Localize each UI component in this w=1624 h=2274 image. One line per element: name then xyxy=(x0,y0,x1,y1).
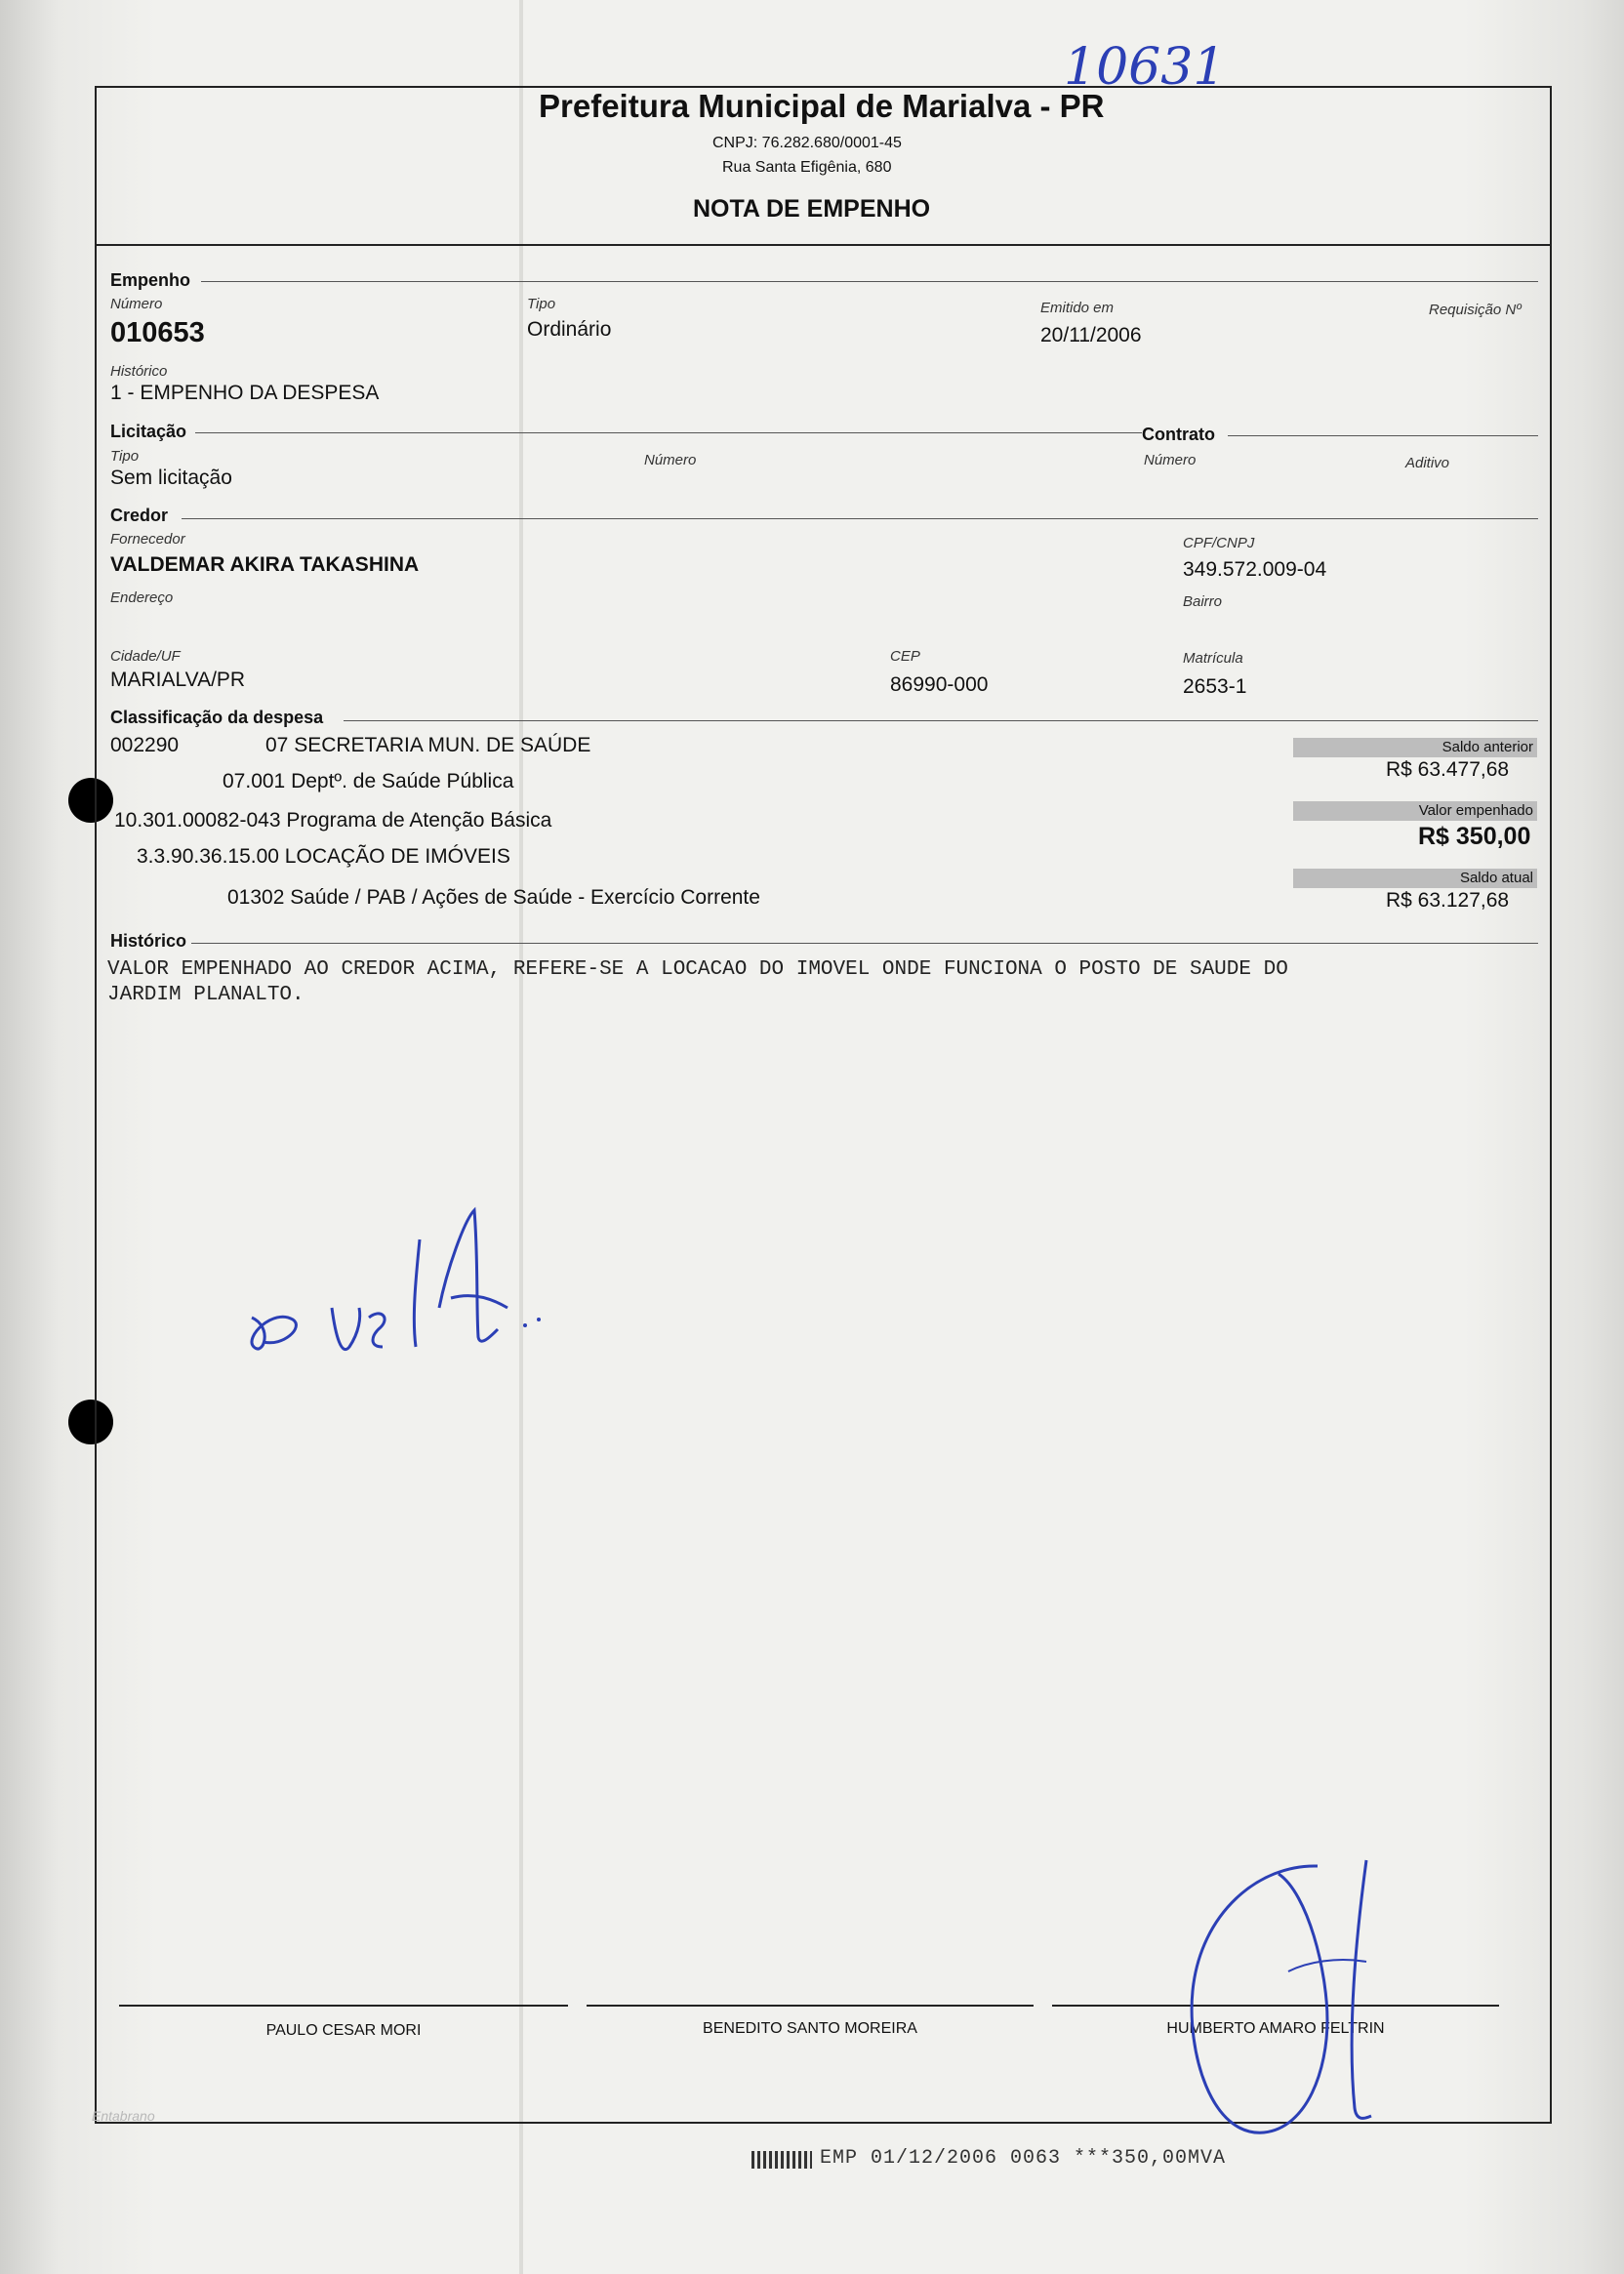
label-historico-empenho: Histórico xyxy=(110,363,168,380)
section-empenho: Empenho xyxy=(110,270,191,290)
faint-footer-label: Entabrano xyxy=(92,2108,155,2124)
handwritten-initials xyxy=(234,1200,586,1376)
section-line xyxy=(201,281,1538,282)
valor-empenhado-label: Valor empenhado xyxy=(1293,801,1537,821)
label-endereco: Endereço xyxy=(110,589,174,606)
classificacao-line: 07.001 Deptº. de Saúde Pública xyxy=(223,770,514,792)
label-contrato-numero: Número xyxy=(1144,452,1197,468)
matricula-value: 2653-1 xyxy=(1183,675,1247,698)
empenho-number: 010653 xyxy=(110,317,205,348)
saldo-atual-label: Saldo atual xyxy=(1293,869,1537,888)
footer-stamp-text: EMP 01/12/2006 0063 ***350,00MVA xyxy=(820,2147,1227,2170)
historico-text-line: JARDIM PLANALTO. xyxy=(107,984,304,1006)
classificacao-line: 10.301.00082-043 Programa de Atenção Básica xyxy=(114,809,552,832)
saldo-anterior-value: R$ 63.477,68 xyxy=(1386,758,1510,781)
label-tipo: Tipo xyxy=(527,296,556,312)
barcode-icon xyxy=(751,2151,812,2169)
label-bairro: Bairro xyxy=(1183,593,1223,610)
saldo-atual-value: R$ 63.127,68 xyxy=(1386,889,1510,912)
signatory-name-2: BENEDITO SANTO MOREIRA xyxy=(703,2020,917,2037)
cidade-value: MARIALVA/PR xyxy=(110,669,246,691)
label-numero: Número xyxy=(110,296,163,312)
signatory-name-1: PAULO CESAR MORI xyxy=(265,2022,422,2039)
section-line xyxy=(191,943,1538,944)
label-cidade: Cidade/UF xyxy=(110,648,181,665)
section-line xyxy=(182,518,1538,519)
signature-line-2 xyxy=(587,2005,1034,2007)
historico-text-line: VALOR EMPENHADO AO CREDOR ACIMA, REFERE-SE A LOCACAO DO IMOVEL ONDE FUNCIONA O POSTO DE SAUDE DO xyxy=(107,958,1288,981)
municipality-title: Prefeitura Municipal de Marialva - PR xyxy=(539,88,1105,124)
classificacao-line: 3.3.90.36.15.00 LOCAÇÃO DE IMÓVEIS xyxy=(137,845,510,868)
section-contrato: Contrato xyxy=(1142,425,1215,444)
address-text: Rua Santa Efigênia, 680 xyxy=(722,159,892,176)
label-cep: CEP xyxy=(890,648,920,665)
label-requisicao: Requisição Nº xyxy=(1429,302,1522,318)
section-credor: Credor xyxy=(110,506,169,525)
handwritten-signature xyxy=(1171,1854,1425,2147)
emitido-date: 20/11/2006 xyxy=(1040,324,1142,346)
cpf-value: 349.572.009-04 xyxy=(1183,558,1327,581)
section-licitacao: Licitação xyxy=(110,422,187,441)
section-line xyxy=(344,720,1538,721)
cep-value: 86990-000 xyxy=(890,673,989,696)
label-emitido: Emitido em xyxy=(1040,300,1115,316)
document-title: NOTA DE EMPENHO xyxy=(693,195,931,223)
fornecedor-name: VALDEMAR AKIRA TAKASHINA xyxy=(110,553,420,576)
label-licitacao-tipo: Tipo xyxy=(110,448,140,465)
section-classificacao: Classificação da despesa xyxy=(110,708,324,727)
label-matricula: Matrícula xyxy=(1183,650,1243,667)
empenho-tipo: Ordinário xyxy=(527,318,612,341)
svg-text:10631: 10631 xyxy=(1064,38,1226,96)
cnpj-text: CNPJ: 76.282.680/0001-45 xyxy=(712,135,902,151)
section-line xyxy=(1228,435,1538,436)
classificacao-line: 07 SECRETARIA MUN. DE SAÚDE xyxy=(265,734,591,756)
header-divider xyxy=(95,244,1552,246)
signature-line-1 xyxy=(119,2005,568,2007)
section-historico: Histórico xyxy=(110,931,187,951)
signatory-name-3: HUMBERTO AMARO FELTRIN xyxy=(1166,2020,1385,2037)
label-cpf: CPF/CNPJ xyxy=(1183,535,1255,551)
valor-empenhado-value: R$ 350,00 xyxy=(1418,823,1531,850)
section-line xyxy=(195,432,1142,433)
historico-empenho: 1 - EMPENHO DA DESPESA xyxy=(110,382,380,404)
label-contrato-aditivo: Aditivo xyxy=(1405,455,1450,471)
classificacao-code: 002290 xyxy=(110,734,180,756)
classificacao-line: 01302 Saúde / PAB / Ações de Saúde - Exercício Corrente xyxy=(227,886,760,909)
licitacao-tipo: Sem licitação xyxy=(110,467,232,489)
saldo-anterior-label: Saldo anterior xyxy=(1293,738,1537,757)
label-licitacao-numero: Número xyxy=(644,452,697,468)
label-fornecedor: Fornecedor xyxy=(110,531,185,548)
